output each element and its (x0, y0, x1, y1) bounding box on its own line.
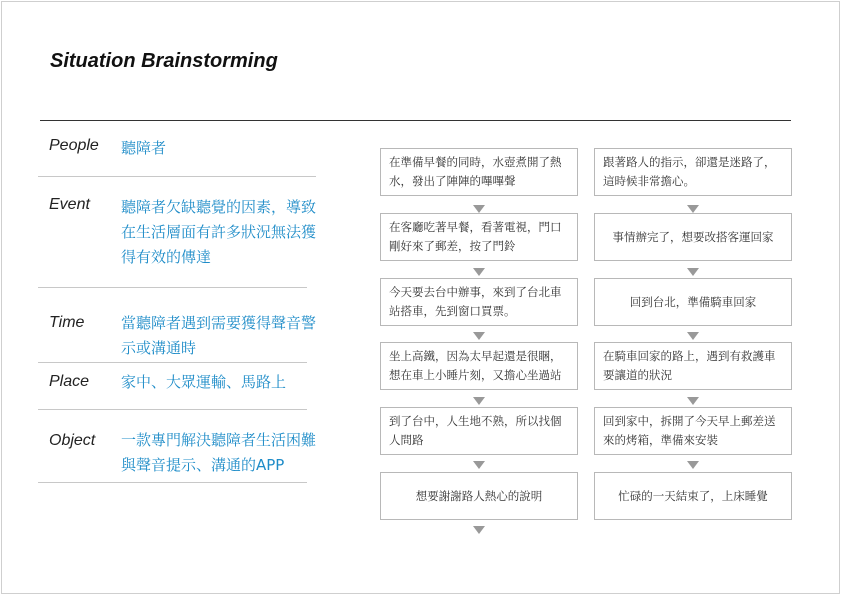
down-arrow-icon (473, 268, 485, 276)
scenario-box: 回到台北，準備騎車回家 (594, 278, 792, 326)
scenario-box: 想要謝謝路人熱心的說明 (380, 472, 578, 520)
divider (38, 362, 307, 363)
scenario-box: 在騎車回家的路上，遇到有救護車要讓道的狀況 (594, 342, 792, 390)
object-label: Object (49, 432, 96, 449)
scenario-box: 事情辦完了，想要改搭客運回家 (594, 213, 792, 261)
event-label: Event (49, 196, 90, 213)
down-arrow-icon (687, 397, 699, 405)
time-label: Time (49, 314, 85, 331)
divider (38, 287, 307, 288)
object-value: 一款專門解決聽障者生活困難與聲音提示、溝通的APP (121, 431, 317, 474)
people-value: 聽障者 (121, 139, 167, 157)
down-arrow-icon (687, 268, 699, 276)
down-arrow-icon (473, 205, 485, 213)
place-value: 家中、大眾運輸、馬路上 (121, 373, 287, 391)
down-arrow-icon (473, 332, 485, 340)
scenario-box: 坐上高鐵，因為太早起還是很睏，想在車上小睡片刻，又擔心坐過站 (380, 342, 578, 390)
event-value: 聽障者欠缺聽覺的因素，導致在生活層面有許多狀況無法獲得有效的傳達 (121, 198, 317, 266)
people-label: People (49, 137, 99, 154)
down-arrow-icon (473, 461, 485, 469)
divider (38, 176, 316, 177)
down-arrow-icon (473, 397, 485, 405)
down-arrow-icon (473, 526, 485, 534)
scenario-box: 到了台中，人生地不熟，所以找個人問路 (380, 407, 578, 455)
title-divider (40, 120, 791, 121)
down-arrow-icon (687, 332, 699, 340)
time-value: 當聽障者遇到需要獲得聲音警示或溝通時 (121, 314, 317, 357)
scenario-box: 在準備早餐的同時，水壺煮開了熱水，發出了陣陣的嗶嗶聲 (380, 148, 578, 196)
down-arrow-icon (687, 461, 699, 469)
down-arrow-icon (687, 205, 699, 213)
page-title: Situation Brainstorming (50, 50, 278, 72)
scenario-box: 在客廳吃著早餐，看著電視，門口剛好來了郵差，按了門鈴 (380, 213, 578, 261)
scenario-box: 今天要去台中辦事，來到了台北車站搭車，先到窗口買票。 (380, 278, 578, 326)
scenario-box: 跟著路人的指示，卻還是迷路了，這時候非常擔心。 (594, 148, 792, 196)
place-label: Place (49, 373, 90, 390)
divider (38, 409, 307, 410)
scenario-box: 忙碌的一天結束了，上床睡覺 (594, 472, 792, 520)
divider (38, 482, 307, 483)
scenario-box: 回到家中，拆開了今天早上郵差送來的烤箱，準備來安裝 (594, 407, 792, 455)
